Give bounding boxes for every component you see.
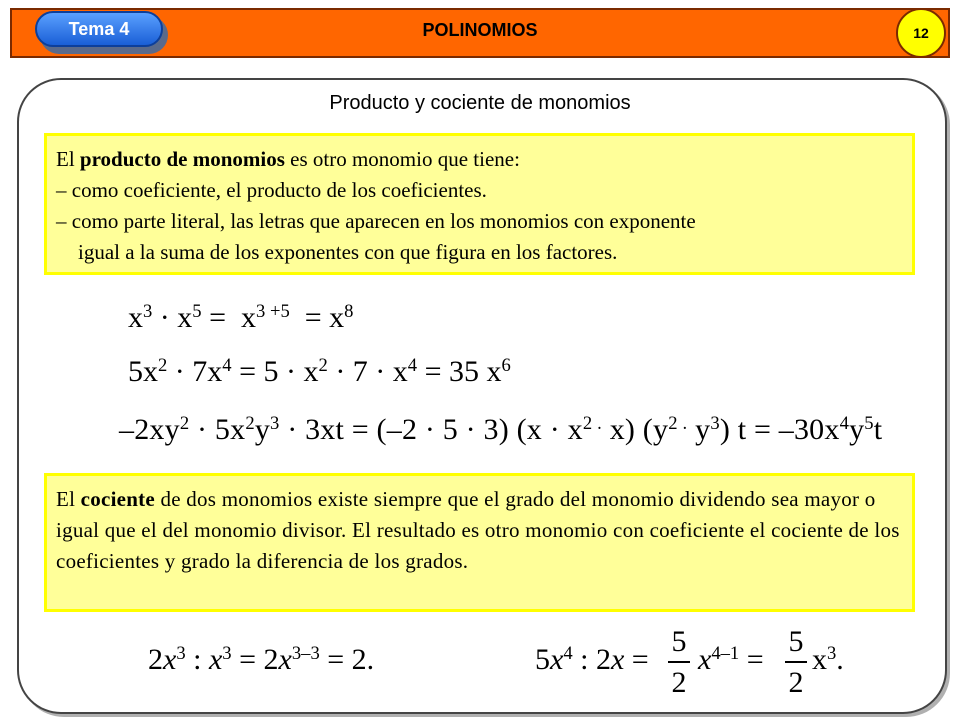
product-line-3: – como parte literal, las letras que aparecen en los monomios con exponente [56, 209, 696, 233]
equation-power-product: $x^3 \cdot x^5 = x^{3 +5} = x^8$ [128, 300, 354, 334]
fraction-1-numerator: 5 [671, 625, 687, 658]
fraction-2-numerator: 5 [788, 625, 804, 658]
quotient-definition-box: El cociente de dos monomios existe siempre que el grado del monomio dividendo sea mayor o igual que el del monomio divisor. El resultado es otro monomio con coeficiente el cociente de los coeficientes y grado la diferencia de los grados. [44, 473, 915, 612]
equation-monomial-product: $5x^2 \cdot 7x^4 = 5 \cdot x^2 \cdot 7 \cdot x^4 = 35$ $x^6$ [128, 354, 511, 388]
product-line-2: – como coeficiente, el producto de los coeficientes. [56, 178, 487, 202]
tema-badge[interactable]: Tema 4 [35, 11, 163, 47]
page-number-badge: 12 [896, 8, 946, 58]
fraction-1-bar [668, 661, 690, 663]
section-subtitle: Producto y cociente de monomios [329, 92, 631, 114]
fraction-2-bar [785, 661, 807, 663]
product-line-4: igual a la suma de los exponentes con que figura en los factores. [78, 240, 618, 264]
equation-quotient-1: $2x^3$ : $x^3 = 2x^{3-3} = 2$. [148, 642, 375, 676]
equation-quotient-2-left: $5x^4$ : 2x = [535, 642, 649, 676]
fraction-1-denominator: 2 [671, 666, 687, 699]
fraction-2-denominator: 2 [788, 666, 804, 699]
header-title: POLINOMIOS [422, 20, 538, 40]
product-line-1: El producto de monomios es otro monomio que tiene: [56, 147, 520, 171]
equation-quotient-2-result: $x^3$. [812, 642, 844, 676]
product-definition-box [44, 133, 915, 275]
equation-three-monomial-product: $-2xy^2 \cdot 5x^2y^3 \cdot 3xt = (-2 \cdot 5 \cdot 3) (x \cdot x^{2 .}$ x) ($y^{2 .}$ $y^3$) $t = -30x^4y^5t$ [119, 412, 883, 446]
equation-quotient-2-middle: $x^{4-1}$ = [698, 642, 764, 676]
